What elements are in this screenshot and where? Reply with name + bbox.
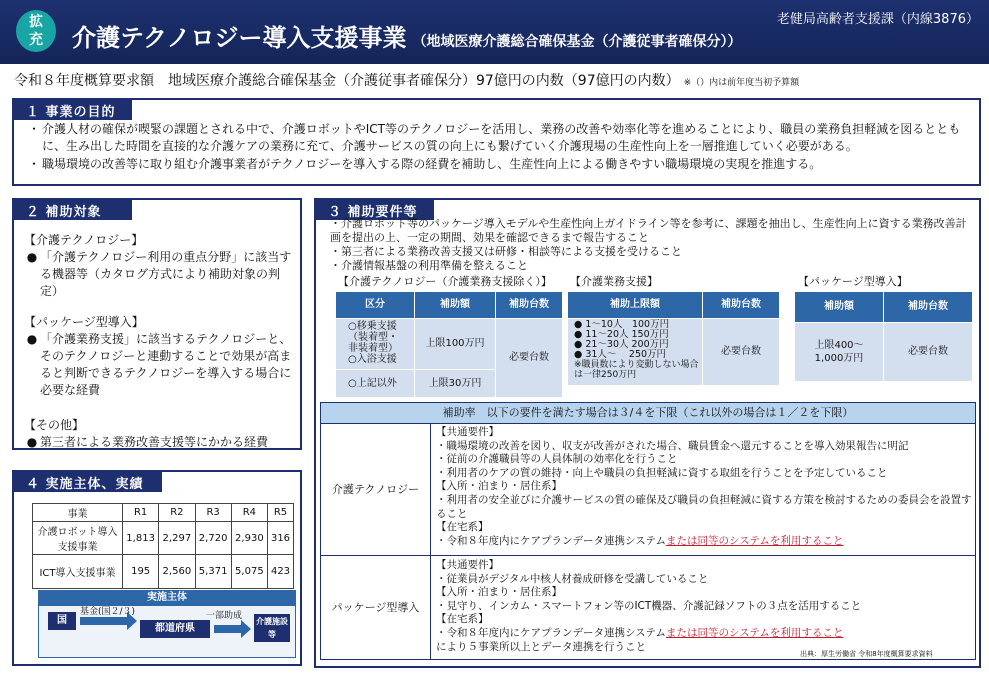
req-heading: 【共通要件】 xyxy=(436,426,499,438)
purpose-list xyxy=(26,121,976,173)
target-heading: ２ 補助対象 xyxy=(12,198,132,220)
req-heading: 【入所・泊まり・居住系】 xyxy=(436,480,562,493)
table-cell: ICT導入支援事業 xyxy=(33,555,123,589)
intro-line: ・介護情報基盤の利用準備を整えること xyxy=(330,259,528,272)
results-header: 事業 xyxy=(33,504,123,522)
target-group-title: 【介護テクノロジー】 xyxy=(24,233,144,247)
table-a-category: ○移乗支援 （装着型・ 非装着型） ○入浴支援 xyxy=(336,319,414,369)
target-item: ● 「介護テクノロジー利用の重点分野」に該当する機器等（カタログ方式により補助対象の判定） xyxy=(26,250,292,298)
table-row xyxy=(33,555,294,589)
req-line: ・令和８年度内にケアプランデータ連携システムまたは同等のシステムを利用すること xyxy=(436,534,844,547)
target-group-title: 【パッケージ型導入】 xyxy=(24,315,144,329)
table-cell: 2,930 xyxy=(231,522,267,555)
flow-subsidy-label: 一部助成 xyxy=(206,611,243,621)
table-cell: 5,075 xyxy=(231,555,267,589)
tier-row: ● 21～30人 200万円 xyxy=(574,339,669,350)
purpose-heading: １ 事業の目的 xyxy=(12,98,132,120)
tier-note: ※職員数により変動しない場合は一律250万円 xyxy=(574,360,699,380)
results-table xyxy=(32,503,294,589)
table-cell: 介護ロボット導入支援事業 xyxy=(33,522,123,555)
req-heading: 【共通要件】 xyxy=(436,559,499,571)
table-c-count: 必要台数 xyxy=(884,323,972,381)
page-title: 介護テクノロジー導入支援事業 （地域医療介護総合確保基金（介護従事者確保分）） xyxy=(72,24,742,52)
table-c-caption: 【パッケージ型導入】 xyxy=(798,275,908,288)
table-cell: 2,297 xyxy=(159,522,195,555)
purpose-item: ・ 職場環境の改善等に取り組む介護事業者がテクノロジーを導入する際の経費を補助し、生産性向上による働きやすい職場環境の実現を推進する。 xyxy=(27,157,822,171)
flow-funding-label: 基金(国２/３) xyxy=(80,607,136,617)
table-a-category: ○上記以外 xyxy=(336,370,414,397)
flow-title: 実施主体 xyxy=(38,590,296,606)
table-b-header: 補助上限額 xyxy=(568,292,702,318)
target-group-title: 【その他】 xyxy=(24,418,85,432)
req-line: ・利用者の安全並びに介護サービスの質の確保及び職員の負担軽減に資する方策を検討するための委員会を設置すること xyxy=(436,493,972,520)
table-c-header: 補助額 xyxy=(795,292,883,322)
table-a-header: 補助台数 xyxy=(496,292,562,318)
table-cell: 5,371 xyxy=(195,555,231,589)
target-item: ● 第三者による業務改善支援等にかかる経費 xyxy=(26,435,269,449)
table-c-amount: 上限400～ 1,000万円 xyxy=(795,323,883,381)
table-b-tiers xyxy=(568,319,702,385)
req-line: により５事業所以上とデータ連携を行うこと xyxy=(436,640,646,653)
tier-row: ● 1～10人 100万円 xyxy=(574,319,670,330)
flow-kuni: 国 xyxy=(48,612,76,630)
req-line: ・従業員がデジタル中核人材養成研修を受講していること xyxy=(436,572,709,585)
table-a-count: 必要台数 xyxy=(496,319,562,397)
req-text-package xyxy=(436,559,972,654)
tier-row: ● 31人～ 250万円 xyxy=(574,349,667,360)
rate-bar: 補助率 以下の要件を満たす場合は３/４を下限（これ以外の場合は１／２を下限） xyxy=(320,402,976,424)
source-note: 出典：厚生労働省 令和8年度概算要求資料 xyxy=(800,650,933,658)
results-header: R5 xyxy=(268,504,294,522)
table-c-header: 補助台数 xyxy=(884,292,972,322)
results-header: R3 xyxy=(195,504,231,522)
table-cell: 195 xyxy=(123,555,159,589)
budget-line: 令和８年度概算要求額 地域医療介護総合確保基金（介護従事者確保分）97億円の内数（97億円の内数） ※（）内は前年度当初予算額 xyxy=(14,73,800,89)
table-a-header: 補助額 xyxy=(415,292,495,318)
req-text-technology xyxy=(436,426,972,548)
table-row xyxy=(33,522,294,555)
req-highlight: または同等のシステムを利用すること xyxy=(665,534,844,547)
table-a-header: 区分 xyxy=(336,292,414,318)
table-b-count: 必要台数 xyxy=(703,319,779,385)
requirements-intro xyxy=(330,217,970,273)
table-cell: 1,813 xyxy=(123,522,159,555)
table-cell: 2,720 xyxy=(195,522,231,555)
results-header: R2 xyxy=(159,504,195,522)
table-cell: 423 xyxy=(268,555,294,589)
req-heading: 【在宅系】 xyxy=(436,521,489,534)
req-line: ・職場環境の改善を図り、収支が改善がされた場合、職員賃金へ還元することを導入効果報告に明記 xyxy=(436,439,909,452)
flow-arrow-icon xyxy=(214,625,242,633)
req-line: ・従前の介護職員等の人員体制の効率化を行うこと xyxy=(436,453,678,466)
intro-line: ・第三者による業務改善支援又は研修・相談等による支援を受けること xyxy=(330,245,682,258)
flow-pref: 都道府県 xyxy=(140,620,210,638)
department-label: 老健局高齢者支援課（内線3876） xyxy=(776,12,979,27)
target-content xyxy=(24,232,294,451)
page-subtitle: （地域医療介護総合確保基金（介護従事者確保分）） xyxy=(412,34,742,50)
results-header-row xyxy=(33,504,294,522)
req-divider xyxy=(430,423,431,660)
table-cell: 316 xyxy=(268,522,294,555)
results-header: R4 xyxy=(231,504,267,522)
table-b-caption: 【介護業務支援】 xyxy=(570,275,658,288)
expansion-badge: 拡充 xyxy=(16,10,56,52)
implementation-heading: ４ 実施主体、実績 xyxy=(12,470,162,492)
target-item: ● 「介護業務支援」に該当するテクノロジーと、そのテクノロジーと連動することで効果が高まると判断できるテクノロジーを導入する場合に必要な経費 xyxy=(26,332,292,397)
req-label-technology: 介護テクノロジー xyxy=(331,483,420,496)
flow-dest: 介護施設等 xyxy=(254,614,290,642)
table-a-caption: 【介護テクノロジー（介護業務支援除く）】 xyxy=(338,275,552,288)
req-line: ・見守り、インカム・スマートフォン等のICT機器、介護記録ソフトの３点を活用すること xyxy=(436,599,862,612)
purpose-item: ・ 介護人材の確保が喫緊の課題とされる中で、介護ロボットやICT等のテクノロジーを活用し、業務の改善や効率化等を進めることにより、職員の業務負担軽減を図るとともに、生み出した時間を直接的な介護ケアの業務に充て、介護サービスの質の向上にも繋げていく介護現場の生産性向上を一層推進していく必要がある。 xyxy=(27,122,961,153)
flow-arrow-icon xyxy=(80,617,128,625)
tier-row: ● 11～20人 150万円 xyxy=(574,329,669,340)
budget-note: ※（）内は前年度当初予算額 xyxy=(683,78,800,88)
req-highlight: または同等のシステムを利用すること xyxy=(665,626,844,639)
req-label-package: パッケージ型導入 xyxy=(331,601,420,614)
req-heading: 【在宅系】 xyxy=(436,613,489,626)
req-heading: 【入所・泊まり・居住系】 xyxy=(436,586,562,599)
table-cell: 2,560 xyxy=(159,555,195,589)
table-b-header: 補助台数 xyxy=(703,292,779,318)
requirements-heading: ３ 補助要件等 xyxy=(314,198,434,220)
req-line: ・利用者のケアの質の維持・向上や職員の負担軽減に資する取組を行うことを予定していること xyxy=(436,466,888,479)
table-a-amount: 上限100万円 xyxy=(415,319,495,369)
req-line: ・令和８年度内にケアプランデータ連携システムまたは同等のシステムを利用すること xyxy=(436,626,844,639)
table-a-amount: 上限30万円 xyxy=(415,370,495,397)
flow-arrow-head-icon xyxy=(241,620,251,638)
results-header: R1 xyxy=(123,504,159,522)
intro-line: ・介護ロボット等のパッケージ導入モデルや生産性向上ガイドライン等を参考に、課題を抽出し、生産性向上に資する業務改善計画を提出の上、一定の期間、効果を確認できるまで報告すること xyxy=(330,217,967,244)
